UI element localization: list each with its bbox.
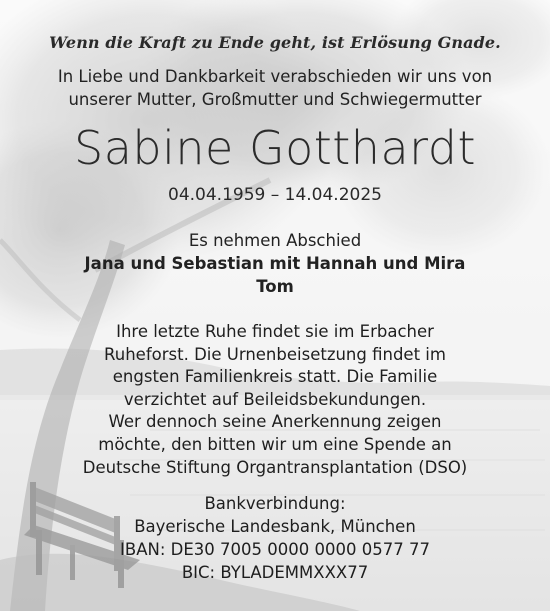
intro-text bbox=[0, 65, 550, 111]
burial-info-line: Ihre letzte Ruhe findet sie im Erbacher bbox=[116, 322, 434, 341]
mourner-names: Tom bbox=[256, 277, 294, 296]
bank-bic: BIC: BYLADEMMXXX77 bbox=[181, 563, 369, 582]
bank-heading: Bankverbindung: bbox=[204, 494, 346, 513]
burial-info-line: Wer dennoch seine Anerkennung zeigen bbox=[108, 412, 442, 432]
burial-info-line: Deutsche Stiftung Organtransplantation (DSO) bbox=[82, 457, 468, 477]
intro-line: In Liebe und Dankbarkeit verabschieden wir uns von bbox=[57, 67, 493, 86]
burial-info-line: verzichtet auf Beileidsbekundungen. bbox=[123, 389, 427, 409]
life-dates: 04.04.1959 – 14.04.2025 bbox=[168, 185, 382, 205]
motto: Wenn die Kraft zu Ende geht, ist Erlösung Gnade. bbox=[49, 33, 501, 52]
mourner-names: Jana und Sebastian mit Hannah und Mira bbox=[84, 254, 466, 273]
burial-info-line: Ruheforst. Die Urnenbeisetzung findet im bbox=[104, 344, 446, 364]
deceased-name: Sabine Gotthardt bbox=[74, 121, 476, 175]
burial-info bbox=[0, 321, 550, 479]
mourners-heading: Es nehmen Abschied bbox=[188, 231, 362, 250]
bank-name: Bayerische Landesbank, München bbox=[134, 517, 416, 536]
burial-info-line: möchte, den bitten wir um eine Spende an bbox=[98, 434, 452, 454]
intro-line: unserer Mutter, Großmutter und Schwiegermutter bbox=[68, 90, 482, 109]
bank-details bbox=[0, 492, 550, 584]
bank-iban: IBAN: DE30 7005 0000 0000 0577 77 bbox=[120, 540, 430, 559]
mourners-section bbox=[0, 229, 550, 298]
burial-info-line: engsten Familienkreis statt. Die Familie bbox=[112, 367, 438, 387]
